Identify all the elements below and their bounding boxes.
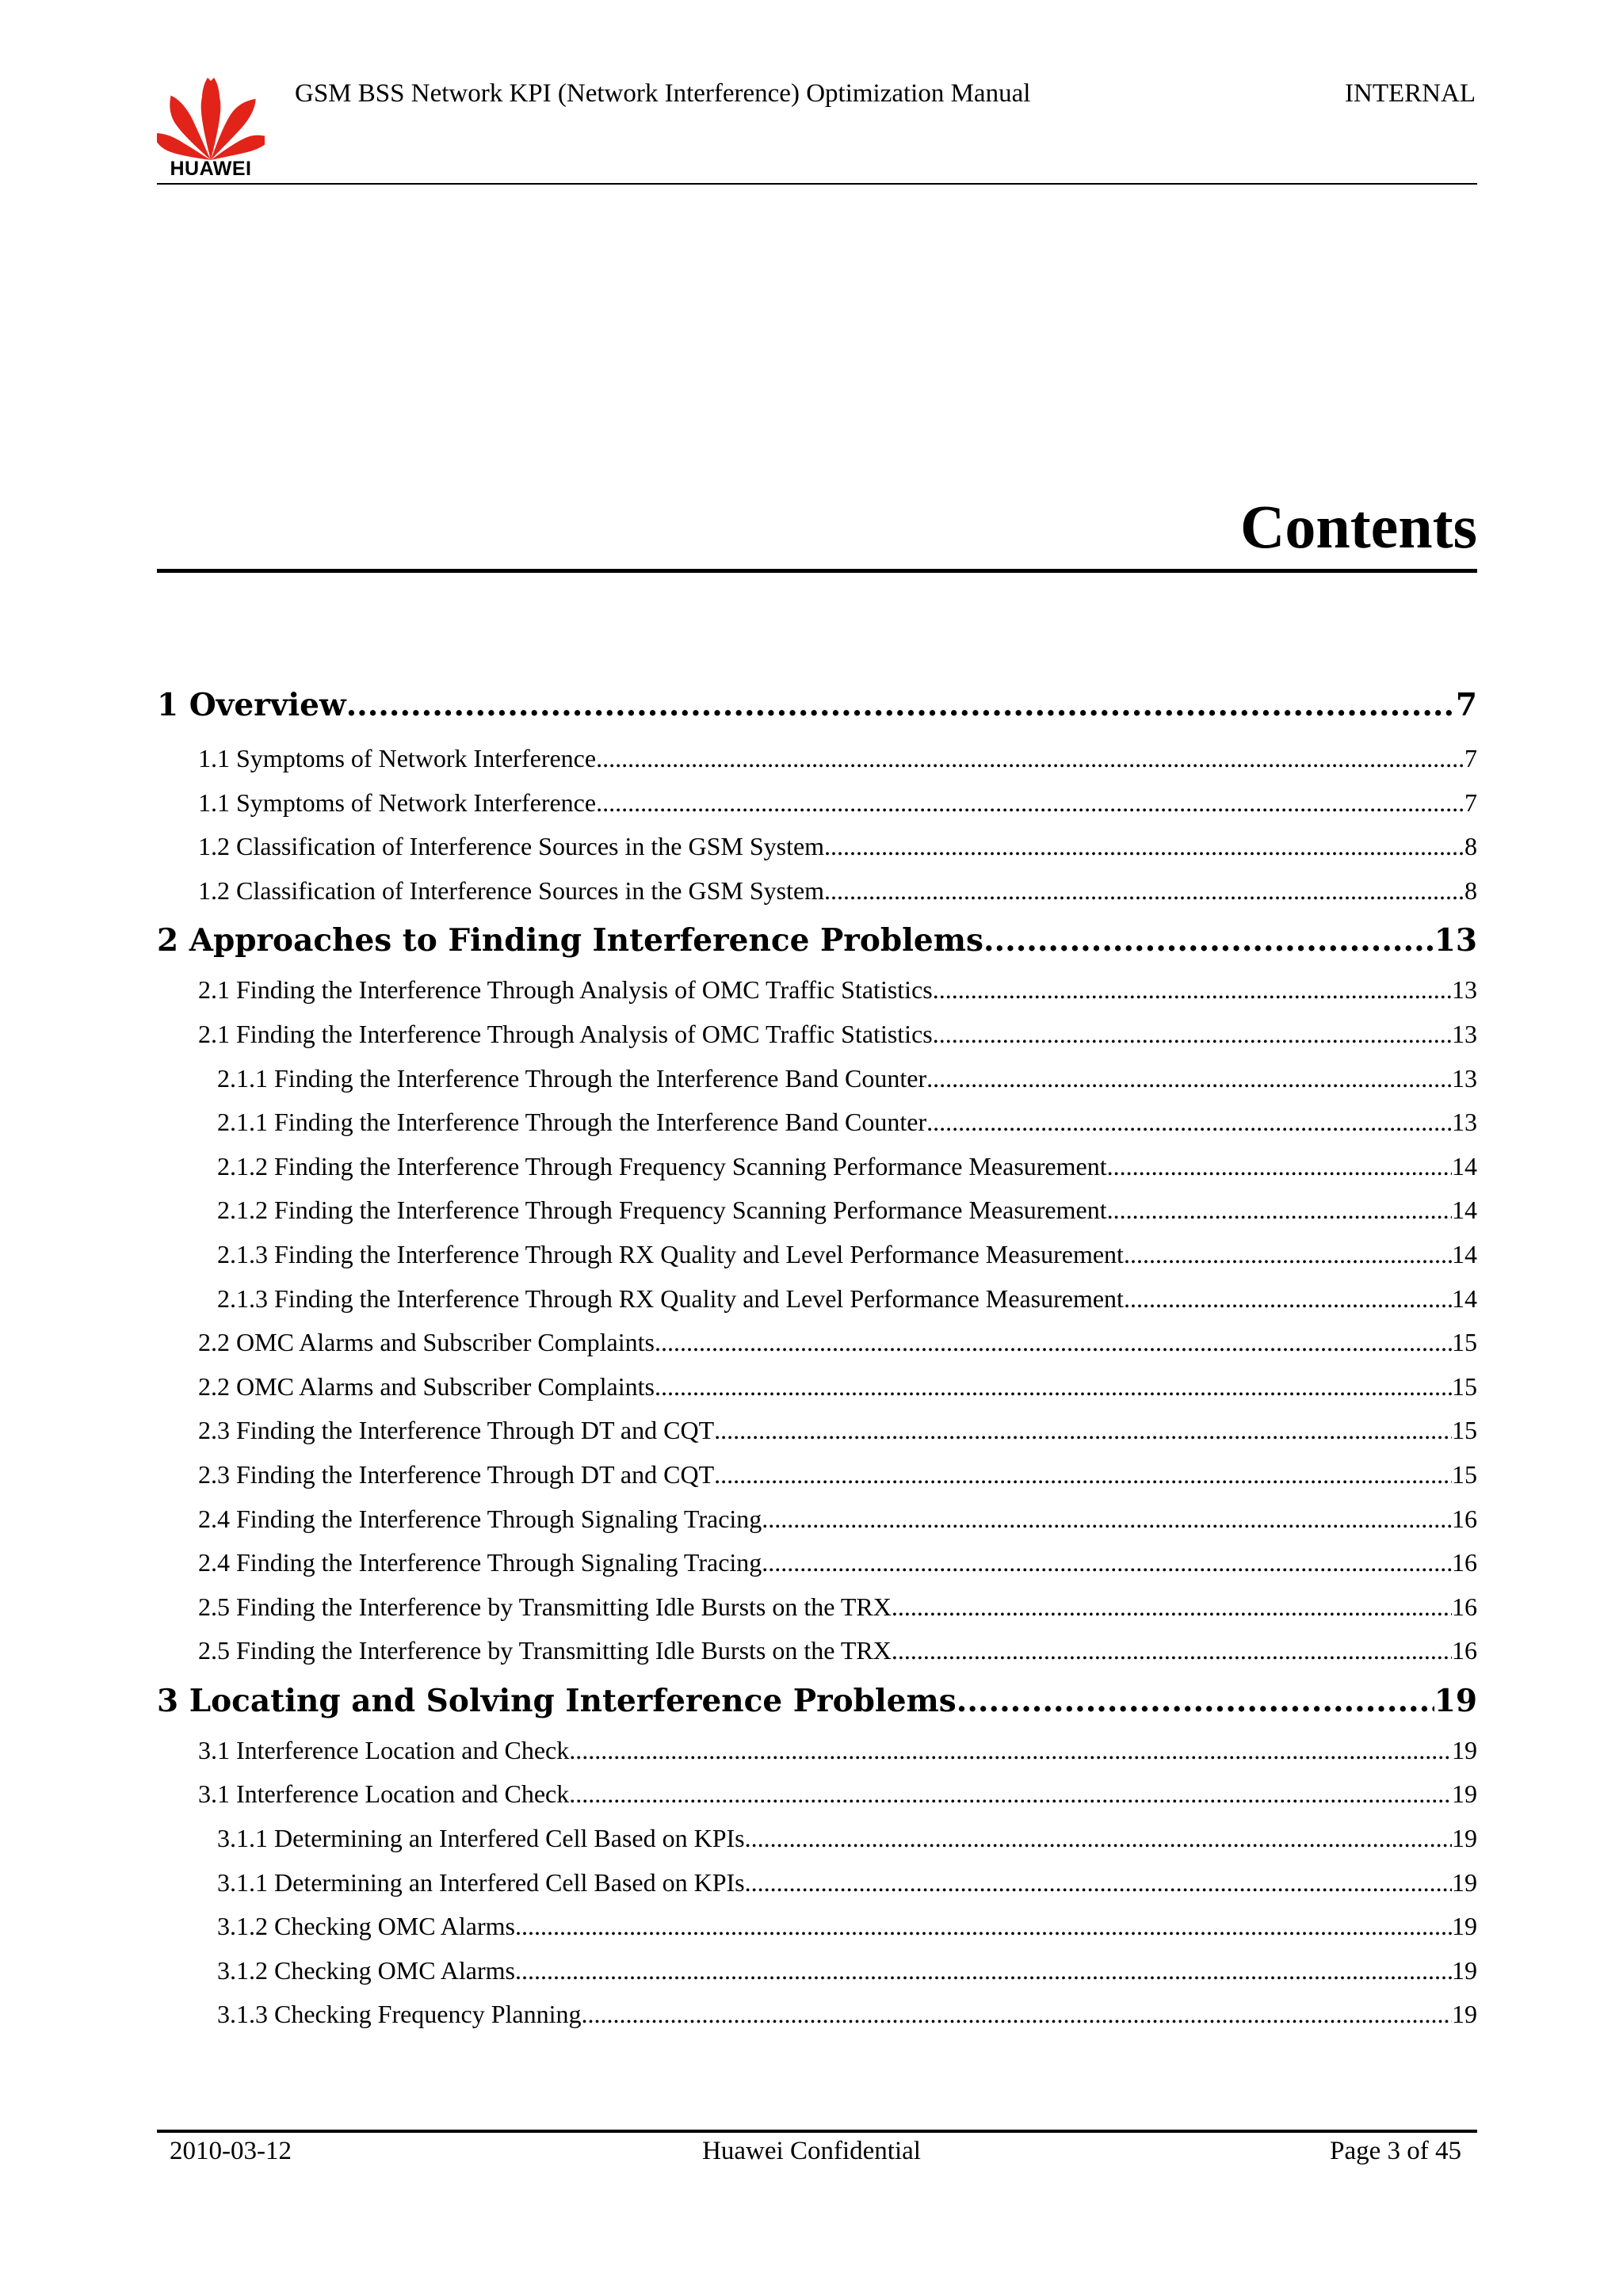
toc-entry-level-3[interactable] [157,1277,1477,1322]
toc-dot-leader [957,1673,1434,1729]
toc-entry-level-2[interactable] [157,825,1477,869]
toc-entry-level-3[interactable] [157,1949,1477,1993]
toc-entry-title: 1.1 Symptoms of Network Interference [198,788,597,817]
toc-entry-title: 1 Overview [157,687,346,723]
toc-entry-level-2[interactable] [157,1497,1477,1542]
toc-entry-title: 2.1.3 Finding the Interference Through RX Quality and Level Performance Measurement [217,1283,1124,1313]
document-title: GSM BSS Network KPI (Network Interference) Optimization Manual [295,79,1031,108]
toc-entry-level-2[interactable] [157,1772,1477,1817]
toc-entry-level-3[interactable] [157,1145,1477,1189]
toc-entry-title: 3.1.2 Checking OMC Alarms [217,1955,515,1985]
toc-dot-leader [596,781,1465,826]
toc-entry-page: 13 [1452,1019,1477,1048]
toc-entry-title: 2.4 Finding the Interference Through Signaling Tracing [198,1548,762,1577]
toc-dot-leader [933,968,1452,1013]
toc-dot-leader [1107,1145,1452,1189]
toc-entry-page: 19 [1452,1912,1477,1941]
toc-entry-page: 15 [1452,1328,1477,1357]
toc-dot-leader [515,1949,1452,1993]
toc-entry-level-1[interactable] [157,1673,1477,1729]
toc-entry-page: 15 [1452,1416,1477,1445]
toc-entry-title: 1.2 Classification of Interference Sources in the GSM System [198,875,825,905]
toc-entry-title: 2.2 OMC Alarms and Subscriber Complaints [198,1371,655,1401]
toc-entry-page: 14 [1452,1196,1477,1225]
toc-entry-title: 2.3 Finding the Interference Through DT and CQT [198,1459,715,1489]
toc-dot-leader [569,1729,1452,1773]
toc-entry-level-3[interactable] [157,1861,1477,1905]
toc-entry-page: 16 [1452,1592,1477,1621]
toc-entry-page: 16 [1452,1504,1477,1533]
toc-entry-level-3[interactable] [157,1905,1477,1949]
classification-label: INTERNAL [1345,79,1476,108]
toc-entry-page: 8 [1465,832,1477,861]
toc-dot-leader [346,673,1456,737]
toc-entry-page: 15 [1452,1459,1477,1489]
toc-dot-leader [926,1057,1452,1101]
toc-dot-leader [892,1585,1452,1630]
toc-entry-level-2[interactable] [157,1013,1477,1057]
toc-entry-page: 19 [1452,2000,1477,2029]
toc-entry-level-2[interactable] [157,737,1477,781]
toc-entry-title: 2.1.1 Finding the Interference Through the Interference Band Counter [217,1063,927,1093]
toc-entry-title: 3.1 Interference Location and Check [198,1779,570,1809]
toc-entry-title: 3.1.1 Determining an Interfered Cell Based on KPIs [217,1824,745,1853]
toc-dot-leader [596,737,1465,781]
toc-entry-level-2[interactable] [157,1453,1477,1497]
toc-entry-level-2[interactable] [157,781,1477,826]
toc-dot-leader [762,1497,1452,1542]
toc-entry-level-2[interactable] [157,968,1477,1013]
toc-entry-title: 2 Approaches to Finding Interference Problems [157,922,983,959]
table-of-contents [157,673,1477,2037]
toc-dot-leader [655,1365,1452,1409]
toc-dot-leader [824,825,1465,869]
toc-entry-title: 2.1 Finding the Interference Through Analysis of OMC Traffic Statistics [198,975,933,1005]
toc-entry-level-2[interactable] [157,1321,1477,1365]
toc-dot-leader [762,1541,1452,1585]
toc-entry-page: 13 [1452,1063,1477,1093]
toc-dot-leader [745,1817,1452,1861]
toc-entry-level-3[interactable] [157,1817,1477,1861]
toc-entry-level-1[interactable] [157,673,1477,737]
toc-entry-title: 3.1.2 Checking OMC Alarms [217,1912,515,1941]
footer-page-number: Page 3 of 45 [1330,2137,1461,2165]
toc-entry-level-2[interactable] [157,1365,1477,1409]
logo-text: HUAWEI [170,158,252,180]
toc-entry-level-2[interactable] [157,1729,1477,1773]
toc-dot-leader [515,1905,1452,1949]
toc-dot-leader [714,1453,1452,1497]
toc-entry-title: 2.1.2 Finding the Interference Through Frequency Scanning Performance Measurement [217,1151,1107,1180]
toc-entry-page: 13 [1434,922,1477,959]
toc-dot-leader [892,1629,1452,1673]
toc-entry-title: 3.1.1 Determining an Interfered Cell Based on KPIs [217,1867,745,1897]
toc-entry-page: 13 [1452,975,1477,1005]
toc-entry-level-2[interactable] [157,1629,1477,1673]
toc-entry-level-1[interactable] [157,913,1477,968]
toc-entry-page: 19 [1452,1779,1477,1809]
toc-entry-page: 7 [1465,788,1477,817]
toc-entry-title: 2.3 Finding the Interference Through DT and CQT [198,1416,715,1445]
toc-entry-page: 14 [1452,1151,1477,1180]
footer-date: 2010-03-12 [170,2137,292,2165]
toc-dot-leader [581,1993,1452,2037]
toc-entry-level-2[interactable] [157,1541,1477,1585]
toc-entry-page: 13 [1452,1108,1477,1137]
toc-entry-page: 15 [1452,1371,1477,1401]
toc-dot-leader [655,1321,1452,1365]
toc-entry-title: 1.2 Classification of Interference Sources in the GSM System [198,832,825,861]
toc-dot-leader [569,1772,1452,1817]
toc-entry-title: 2.1.1 Finding the Interference Through the Interference Band Counter [217,1108,927,1137]
toc-entry-page: 14 [1452,1283,1477,1313]
toc-dot-leader [926,1100,1452,1145]
toc-entry-level-2[interactable] [157,1409,1477,1453]
toc-dot-leader [983,913,1434,968]
toc-entry-page: 14 [1452,1239,1477,1268]
toc-entry-level-3[interactable] [157,1188,1477,1233]
toc-entry-title: 3.1.3 Checking Frequency Planning [217,2000,582,2029]
toc-entry-level-3[interactable] [157,1993,1477,2037]
toc-entry-page: 19 [1434,1682,1477,1719]
toc-entry-page: 19 [1452,1735,1477,1764]
toc-entry-title: 2.1 Finding the Interference Through Analysis of OMC Traffic Statistics [198,1019,933,1048]
toc-entry-title: 2.2 OMC Alarms and Subscriber Complaints [198,1328,655,1357]
toc-dot-leader [745,1861,1452,1905]
toc-entry-level-2[interactable] [157,869,1477,913]
toc-entry-page: 7 [1455,687,1477,723]
toc-entry-page: 7 [1465,744,1477,772]
toc-dot-leader [933,1013,1452,1057]
toc-entry-level-3[interactable] [157,1233,1477,1277]
toc-dot-leader [1124,1233,1452,1277]
toc-entry-title: 2.5 Finding the Interference by Transmitting Idle Bursts on the TRX [198,1636,892,1665]
toc-entry-level-3[interactable] [157,1100,1477,1145]
toc-entry-title: 2.4 Finding the Interference Through Signaling Tracing [198,1504,762,1533]
toc-dot-leader [1107,1188,1452,1233]
contents-divider [157,569,1477,573]
header-divider [157,183,1477,185]
toc-entry-page: 8 [1465,875,1477,905]
toc-entry-title: 1.1 Symptoms of Network Interference [198,744,597,772]
toc-entry-level-3[interactable] [157,1057,1477,1101]
toc-entry-page: 19 [1452,1955,1477,1985]
toc-dot-leader [714,1409,1452,1453]
contents-heading: Contents [1239,492,1477,561]
footer-confidentiality: Huawei Confidential [702,2137,921,2165]
toc-entry-page: 16 [1452,1548,1477,1577]
toc-entry-level-2[interactable] [157,1585,1477,1630]
toc-entry-title: 2.5 Finding the Interference by Transmitting Idle Bursts on the TRX [198,1592,892,1621]
toc-dot-leader [1124,1277,1452,1322]
footer-divider [157,2130,1477,2133]
toc-entry-title: 3.1 Interference Location and Check [198,1735,570,1764]
toc-entry-title: 3 Locating and Solving Interference Problems [157,1682,957,1719]
toc-entry-page: 19 [1452,1824,1477,1853]
toc-entry-page: 16 [1452,1636,1477,1665]
toc-entry-title: 2.1.3 Finding the Interference Through RX Quality and Level Performance Measurement [217,1239,1124,1268]
toc-entry-page: 19 [1452,1867,1477,1897]
toc-entry-title: 2.1.2 Finding the Interference Through Frequency Scanning Performance Measurement [217,1196,1107,1225]
toc-dot-leader [824,869,1465,913]
